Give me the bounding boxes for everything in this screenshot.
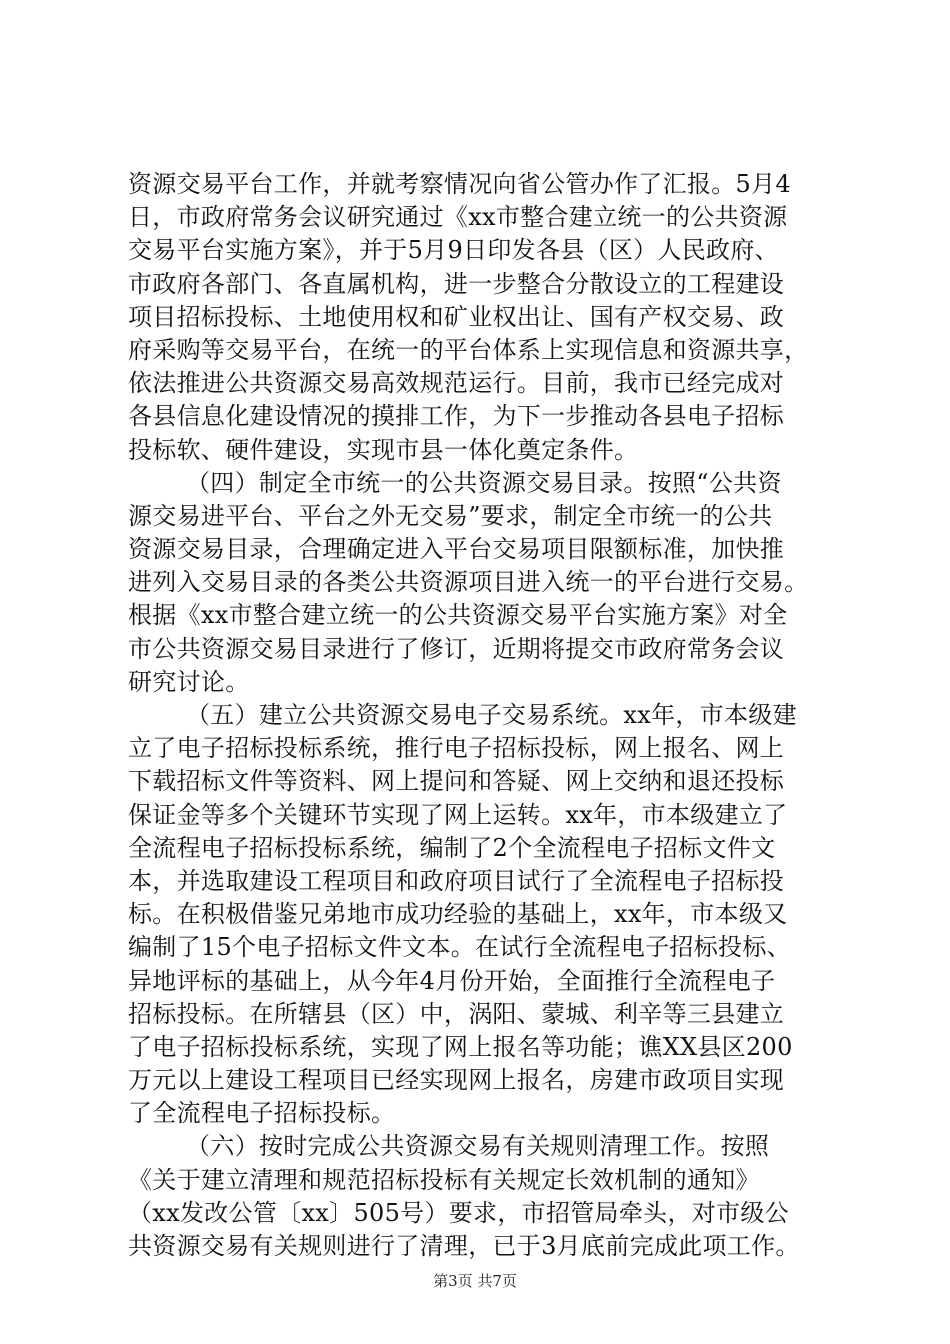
text-line: 市公共资源交易目录进行了修订，近期将提交市政府常务会议 [128,634,785,663]
text-line: 资源交易平台工作，并就考察情况向省公管办作了汇报。5月4 [128,170,791,198]
section-heading-line: （四）制定全市统一的公共资源交易目录。按照“公共资 [186,468,782,497]
text-line: 项目招标投标、土地使用权和矿业权出让、国有产权交易、政 [128,302,785,331]
text-line: 标。在积极借鉴兄弟地市成功经验的基础上，xx年，市本级又 [128,900,788,929]
text-line: 共资源交易有关规则进行了清理，已于3月底前完成此项工作。 [128,1232,800,1260]
text-line: 投标软、硬件建设，实现市县一体化奠定条件。 [128,435,639,464]
text-line: 根据《xx市整合建立统一的公共资源交易平台实施方案》对全 [128,601,788,630]
text-line: 进列入交易目录的各类公共资源项目进入统一的平台进行交易。 [128,568,809,597]
text-line: 全流程电子招标投标系统，编制了2个全流程电子招标文件文 [128,833,776,862]
text-line: 了电子招标投标系统，实现了网上报名等功能；谯XX县区200 [128,1032,793,1061]
text-line: 日，市政府常务会议研究通过《xx市整合建立统一的公共资源 [128,203,788,232]
section-heading-line: （六）按时完成公共资源交易有关规则清理工作。按照 [186,1132,770,1161]
section-heading-line: （五）建立公共资源交易电子交易系统。xx年，市本级建 [186,701,797,729]
text-line: 异地评标的基础上，从今年4月份开始，全面推行全流程电子 [128,966,776,995]
text-line: 府采购等交易平台，在统一的平台体系上实现信息和资源共享， [128,335,809,364]
document-body [128,168,838,1263]
text-line: 招标投标。在所辖县（区）中，涡阳、蒙城、利辛等三县建立 [128,999,785,1028]
text-line: 《关于建立清理和规范招标投标有关规定长效机制的通知》 [128,1165,760,1194]
text-line: 了全流程电子招标投标。 [128,1099,396,1128]
text-line: 下载招标文件等资料、网上提问和答疑、网上交纳和退还投标 [128,767,785,796]
text-line: 本，并选取建设工程项目和政府项目试行了全流程电子招标投 [128,866,785,895]
text-line: 编制了15个电子招标文件文本。在试行全流程电子招标投标、 [128,933,791,962]
text-line: 立了电子招标投标系统，推行电子招标投标，网上报名、网上 [128,734,785,763]
page-number: 第3页 共7页 [433,1272,517,1290]
text-line: 源交易进平台、平台之外无交易”要求，制定全市统一的公共 [128,501,773,530]
text-line: （xx发改公管〔xx〕505号）要求，市招管局牵头，对市级公 [128,1198,789,1227]
text-line: 资源交易目录，合理确定进入平台交易项目限额标准，加快推 [128,535,785,564]
text-line: 各县信息化建设情况的摸排工作，为下一步推动各县电子招标 [128,402,785,431]
text-line: 市政府各部门、各直属机构，进一步整合分散设立的工程建设 [128,269,785,298]
text-line: 保证金等多个关键环节实现了网上运转。xx年，市本级建立了 [128,800,788,829]
text-line: 研究讨论。 [128,667,250,696]
text-line: 依法推进公共资源交易高效规范运行。目前，我市已经完成对 [128,369,785,398]
text-line: 万元以上建设工程项目已经实现网上报名，房建市政项目实现 [128,1066,785,1095]
text-line: 交易平台实施方案》，并于5月9日印发各县（区）人民政府、 [128,236,779,265]
